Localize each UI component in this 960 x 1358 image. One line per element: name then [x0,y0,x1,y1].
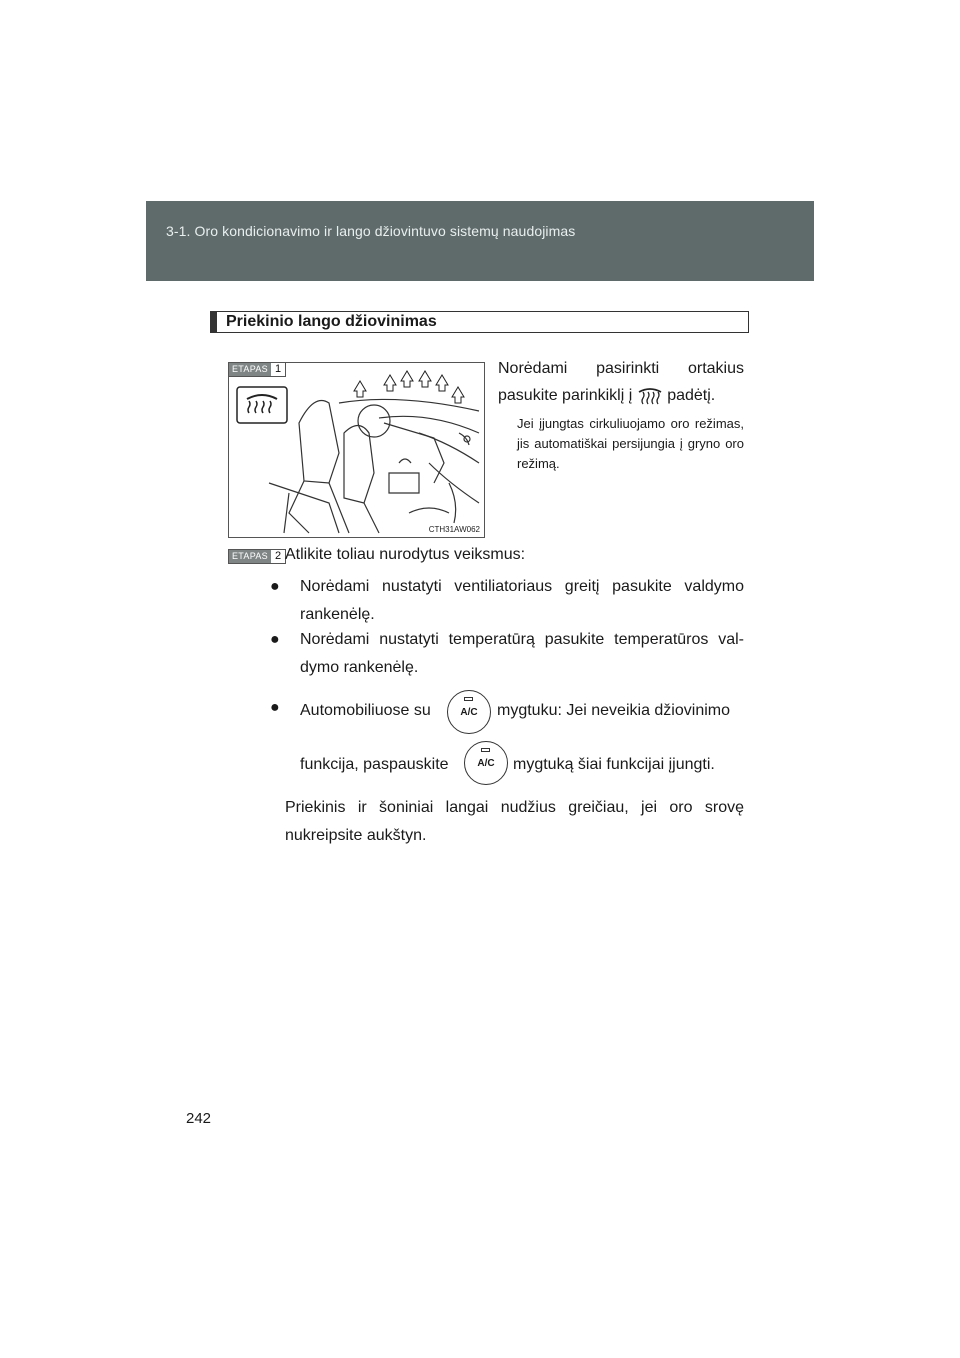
defroster-icon [637,386,663,406]
ac-button-label: A/C [477,758,495,769]
step-badge-number: 2 [271,550,285,563]
step1-note: Jei įjungtas cirkuliuojamo oro režimas, jis automatiškai persijungia į gryno oro režimą. [517,416,744,471]
step1-illustration [228,362,485,538]
ac-button-icon [464,741,508,785]
step-badge-word: ETAPAS [229,363,271,376]
defroster-selector-icon [237,387,287,423]
chapter-header [146,201,814,281]
step2-badge [228,549,286,564]
section-title: Priekinio lango džiovinimas [226,313,437,330]
page-number: 242 [186,1110,212,1127]
bullet-icon: ● [270,631,280,648]
section-heading [210,311,749,333]
dashboard-outline [339,399,479,503]
ac-bullet-text-part1: Automobiliuose su [300,702,431,719]
list-item-text: Norėdami nustatyti temperatūrą pasukite temperatūros valdymo rankenėlę. [300,631,744,676]
list-item [270,626,744,682]
ac-button-icon [447,690,491,734]
step1-instruction [498,355,744,409]
step1-text-part1: Norėdami pasirinkti ortakius pasukite parinkiklį į [498,360,744,404]
ac-indicator-led [464,697,473,701]
heading-accent-bar [211,312,217,332]
bullet-icon: ● [270,578,280,595]
step1-text-part2: padėtį. [667,387,716,404]
figure-code: CTH31AW062 [428,525,480,534]
list-item [270,573,744,629]
list-item-text: Norėdami nustatyti ventiliatoriaus greitį pasukite valdymo rankenėlę. [300,578,744,623]
step-badge-number: 1 [271,363,285,376]
ac-bullet-text-part3: funkcija, paspauskite [300,756,449,773]
chapter-title: 3-1. Oro kondicionavimo ir lango džiovintuvo sistemų naudojimas [166,223,576,239]
bullet-icon: ● [270,699,280,716]
airflow-arrows [354,371,464,403]
closing-note: Priekinis ir šoniniai langai nudžius greičiau, jei oro srovę nukreipsite aukštyn. [285,799,744,844]
ac-bullet-text-part2: mygtuku: Jei neveikia džiovinimo [497,702,730,719]
ac-bullet-text-part4: mygtuką šiai funkcijai įjungti. [513,756,715,773]
step2-intro: Atlikite toliau nurodytus veiksmus: [285,546,526,563]
car-interior-drawing [229,363,485,538]
ac-indicator-led [481,748,490,752]
seats-outline [269,401,456,534]
step-badge-word: ETAPAS [229,550,271,563]
ac-button-label: A/C [460,707,478,718]
